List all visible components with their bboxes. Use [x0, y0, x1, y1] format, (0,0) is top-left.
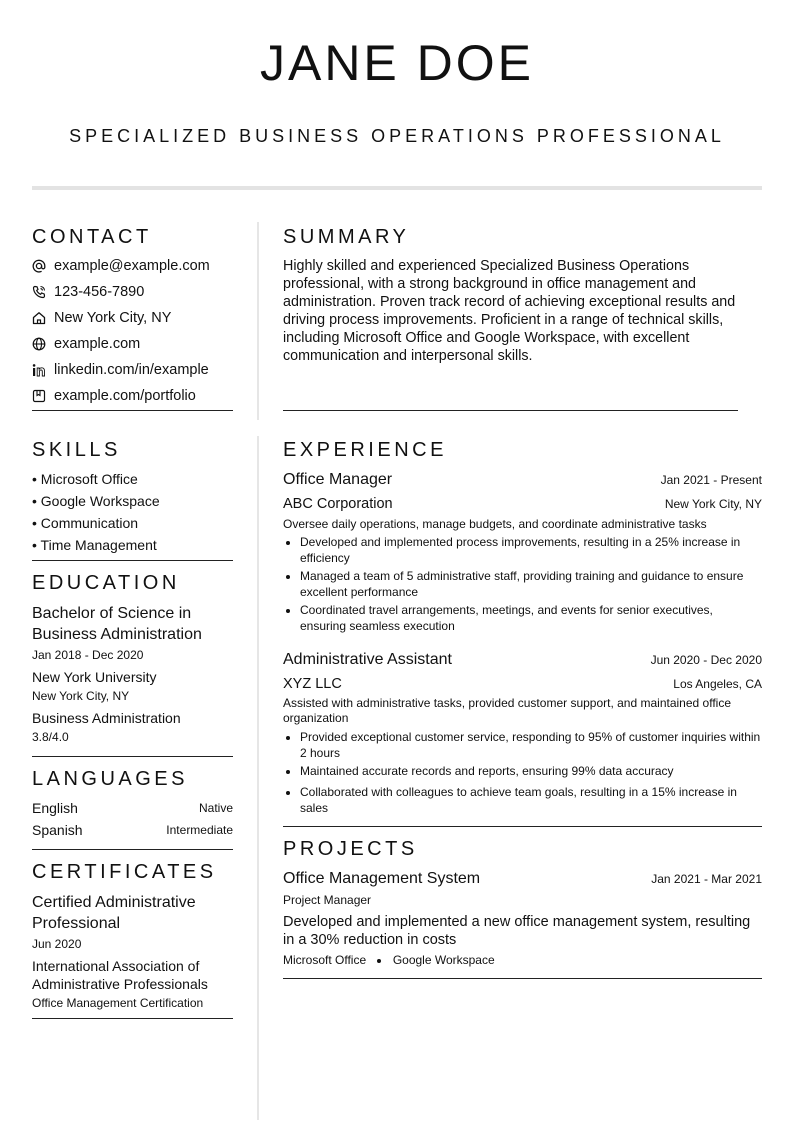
languages-divider [32, 849, 233, 850]
summary-heading: SUMMARY [283, 226, 410, 248]
education-location: New York City, NY [32, 689, 130, 703]
certificates-divider [32, 1018, 233, 1019]
language-name: English [32, 800, 78, 816]
certificate-description: Office Management Certification [32, 996, 204, 1010]
skill-item: • Google Workspace [32, 493, 160, 509]
language-level: Native [198, 801, 233, 815]
job-company: ABC Corporation [283, 496, 393, 512]
job-dates: Jun 2020 - Dec 2020 [650, 653, 762, 667]
certificate-issuer: International Association of Administrative Professionals [32, 958, 208, 992]
project-name: Office Management System [283, 870, 481, 887]
experience-divider [283, 826, 762, 827]
job-description: Assisted with administrative tasks, provided customer support, and maintained office organization [283, 696, 731, 725]
project-role: Project Manager [283, 893, 372, 907]
resume-name: JANE DOE [259, 35, 535, 91]
resume-title: SPECIALIZED BUSINESS OPERATIONS PROFESSIONAL [69, 126, 725, 146]
skill-item: • Communication [32, 515, 139, 531]
linkedin-icon [32, 363, 46, 377]
project-tools [283, 952, 495, 968]
separator-dot [377, 959, 381, 963]
phone-icon [32, 285, 46, 299]
contact-website-text: example.com [54, 336, 141, 352]
contact-email[interactable] [32, 256, 237, 276]
language-row [32, 821, 233, 839]
contact-linkedin-text: linkedin.com/in/example [54, 362, 209, 378]
job-company: XYZ LLC [283, 676, 342, 692]
project-tool: Microsoft Office [283, 953, 367, 967]
education-degree: Bachelor of Science in Business Administration [32, 605, 202, 643]
project-dates: Jan 2021 - Mar 2021 [651, 872, 762, 886]
education-heading: EDUCATION [32, 572, 180, 594]
experience-heading: EXPERIENCE [283, 439, 447, 461]
education-gpa: 3.8/4.0 [32, 730, 69, 744]
contact-portfolio-text: example.com/portfolio [54, 388, 196, 404]
education-field: Business Administration [32, 710, 181, 726]
job-description: Oversee daily operations, manage budgets, and coordinate administrative tasks [283, 517, 707, 531]
skill-item: • Time Management [32, 537, 157, 553]
contact-phone-text: 123-456-7890 [54, 284, 145, 300]
contact-linkedin[interactable] [32, 360, 237, 380]
contact-portfolio[interactable] [32, 386, 237, 406]
skills-divider [32, 560, 233, 561]
language-name: Spanish [32, 822, 83, 838]
job-location: New York City, NY [664, 497, 762, 511]
home-icon [32, 311, 46, 325]
job-title: Office Manager [283, 471, 393, 488]
contact-heading: CONTACT [32, 226, 152, 248]
certificate-date: Jun 2020 [32, 937, 82, 951]
language-row [32, 799, 233, 817]
languages-heading: LANGUAGES [32, 768, 188, 790]
summary-text: Highly skilled and experienced Specialized Business Operations professional, with a strong background in office management and administration. Proven track record of achieving exceptional results and driving process improvements. Proficient in a range of technical skills, including Microsoft Office and Google Workspace, with excellent communication and interpersonal skills. [283, 258, 736, 364]
project-description: Developed and implemented a new office management system, resulting in a 30% reduction in costs [283, 914, 751, 948]
skill-item: • Microsoft Office [32, 471, 138, 487]
contact-website[interactable] [32, 334, 237, 354]
project-tool: Google Workspace [392, 953, 495, 967]
certificate-name: Certified Administrative Professional [32, 894, 196, 932]
language-level: Intermediate [166, 823, 233, 837]
job-dates: Jan 2021 - Present [660, 473, 762, 487]
job-location: Los Angeles, CA [673, 677, 762, 691]
job-title: Administrative Assistant [283, 651, 452, 668]
projects-heading: PROJECTS [283, 838, 418, 860]
globe-icon [32, 337, 46, 351]
contact-location [32, 308, 237, 328]
header-divider [32, 186, 762, 190]
contact-divider [32, 410, 233, 411]
projects-divider [283, 978, 762, 979]
portfolio-icon [32, 389, 46, 403]
contact-email-text: example@example.com [54, 258, 210, 274]
column-divider [257, 222, 259, 1120]
at-sign-icon [32, 259, 46, 273]
certificates-heading: CERTIFICATES [32, 861, 217, 883]
contact-location-text: New York City, NY [54, 310, 172, 326]
education-school: New York University [32, 669, 157, 685]
contact-phone[interactable] [32, 282, 237, 302]
education-dates: Jan 2018 - Dec 2020 [32, 648, 144, 662]
summary-divider [283, 410, 738, 411]
education-divider [32, 756, 233, 757]
skills-heading: SKILLS [32, 439, 121, 461]
